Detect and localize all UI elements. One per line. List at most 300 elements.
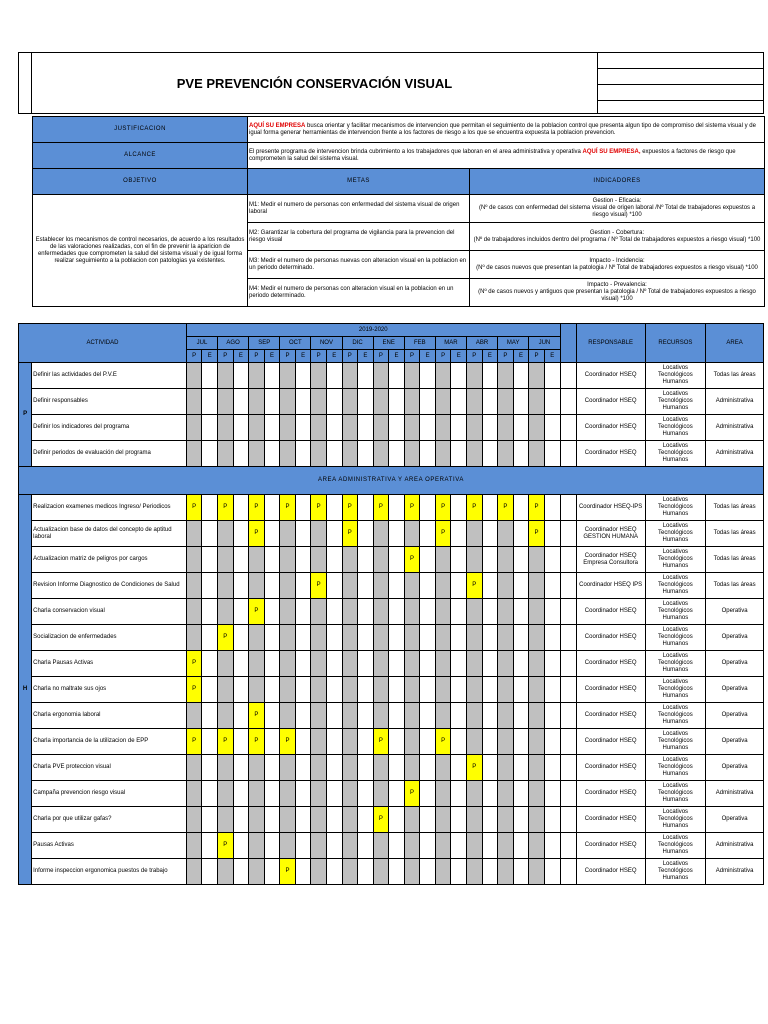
planned-cell xyxy=(249,625,265,651)
recursos-cell: Locativos Tecnológicos Humanos xyxy=(645,677,706,703)
executed-cell xyxy=(513,573,529,599)
executed-header: E xyxy=(420,350,436,363)
planned-cell xyxy=(342,415,358,441)
recursos-cell: Locativos Tecnológicos Humanos xyxy=(645,363,706,389)
spacer-cell xyxy=(560,441,576,467)
planned-mark: P xyxy=(280,859,296,885)
activity-name: Campaña prevencion riesgo visual xyxy=(32,781,187,807)
planned-cell xyxy=(404,389,420,415)
activity-name: Charla Pausas Activas xyxy=(32,651,187,677)
planned-cell xyxy=(186,389,202,415)
planned-mark: P xyxy=(404,781,420,807)
executed-cell xyxy=(544,521,560,547)
planned-cell xyxy=(373,781,389,807)
executed-cell xyxy=(389,677,405,703)
planned-cell xyxy=(186,547,202,573)
planned-cell xyxy=(218,363,234,389)
executed-cell xyxy=(264,573,280,599)
planned-cell xyxy=(311,677,327,703)
planned-cell xyxy=(404,521,420,547)
executed-header: E xyxy=(544,350,560,363)
executed-cell xyxy=(264,703,280,729)
executed-cell xyxy=(389,495,405,521)
planned-cell xyxy=(498,781,514,807)
meta-item: M1: Medir el numero de personas con enfermedad del sistema visual de origen laboral xyxy=(248,195,470,223)
planned-header: P xyxy=(249,350,265,363)
spacer-cell xyxy=(560,755,576,781)
executed-cell xyxy=(358,807,374,833)
executed-cell xyxy=(420,415,436,441)
logo-placeholder xyxy=(18,52,32,114)
planned-mark: P xyxy=(218,833,234,859)
section-header: AREA ADMINISTRATIVA Y AREA OPERATIVA xyxy=(19,467,764,495)
executed-header: E xyxy=(513,350,529,363)
planned-cell xyxy=(311,521,327,547)
planned-cell xyxy=(186,755,202,781)
executed-header: E xyxy=(389,350,405,363)
planned-cell xyxy=(373,651,389,677)
planned-cell xyxy=(404,833,420,859)
planned-cell xyxy=(218,389,234,415)
executed-cell xyxy=(389,833,405,859)
executed-cell xyxy=(295,599,311,625)
planned-mark: P xyxy=(186,677,202,703)
executed-cell xyxy=(544,363,560,389)
planned-cell xyxy=(404,729,420,755)
executed-cell xyxy=(389,599,405,625)
planned-mark: P xyxy=(498,495,514,521)
recursos-cell: Locativos Tecnológicos Humanos xyxy=(645,833,706,859)
executed-cell xyxy=(326,599,342,625)
planned-mark: P xyxy=(186,729,202,755)
executed-cell xyxy=(264,441,280,467)
planned-cell xyxy=(280,363,296,389)
executed-cell xyxy=(513,521,529,547)
executed-cell xyxy=(389,415,405,441)
month-header: DIC xyxy=(342,337,373,350)
executed-cell xyxy=(482,859,498,885)
executed-cell xyxy=(544,441,560,467)
planned-cell xyxy=(467,625,483,651)
executed-cell xyxy=(513,677,529,703)
metas-label: METAS xyxy=(248,169,470,195)
executed-cell xyxy=(358,625,374,651)
planned-cell xyxy=(280,573,296,599)
month-header: AGO xyxy=(218,337,249,350)
planned-cell xyxy=(435,573,451,599)
planned-cell xyxy=(373,599,389,625)
executed-cell xyxy=(451,547,467,573)
executed-cell xyxy=(202,833,218,859)
executed-cell xyxy=(264,651,280,677)
executed-cell xyxy=(295,441,311,467)
planned-cell xyxy=(435,547,451,573)
executed-cell xyxy=(233,625,249,651)
executed-cell xyxy=(544,729,560,755)
executed-cell xyxy=(389,441,405,467)
planned-cell xyxy=(467,859,483,885)
executed-cell xyxy=(451,625,467,651)
executed-cell xyxy=(326,441,342,467)
planned-cell xyxy=(218,521,234,547)
actividad-header: ACTIVIDAD xyxy=(19,324,187,363)
planned-cell xyxy=(342,859,358,885)
responsable-cell: Coordinador HSEQ-IPS xyxy=(576,495,645,521)
planned-header: P xyxy=(404,350,420,363)
executed-cell xyxy=(233,547,249,573)
executed-cell xyxy=(544,547,560,573)
executed-cell xyxy=(389,547,405,573)
planned-header: P xyxy=(342,350,358,363)
planned-cell xyxy=(498,651,514,677)
executed-cell xyxy=(513,859,529,885)
planned-cell xyxy=(342,651,358,677)
executed-cell xyxy=(264,781,280,807)
meta-item: M2: Garantizar la cobertura del programa de vigilancia para la prevencion del riesgo visual xyxy=(248,223,470,251)
planned-cell xyxy=(404,441,420,467)
month-header: NOV xyxy=(311,337,342,350)
planned-cell xyxy=(311,755,327,781)
planned-header: P xyxy=(373,350,389,363)
planned-cell xyxy=(280,755,296,781)
planned-cell xyxy=(311,651,327,677)
spacer-cell xyxy=(560,495,576,521)
planned-cell xyxy=(529,415,545,441)
planned-cell xyxy=(342,807,358,833)
spacer-cell xyxy=(560,677,576,703)
planned-mark: P xyxy=(311,573,327,599)
planned-cell xyxy=(373,441,389,467)
planned-cell xyxy=(186,781,202,807)
planned-mark: P xyxy=(218,495,234,521)
planned-cell xyxy=(404,573,420,599)
executed-cell xyxy=(451,599,467,625)
planned-cell xyxy=(373,755,389,781)
period-header: 2019-2020 xyxy=(186,324,560,337)
planned-mark: P xyxy=(373,495,389,521)
executed-cell xyxy=(233,363,249,389)
planned-cell xyxy=(186,859,202,885)
area-cell: Administrativa xyxy=(706,389,764,415)
planned-cell xyxy=(280,625,296,651)
executed-cell xyxy=(326,547,342,573)
planned-cell xyxy=(280,651,296,677)
planned-mark: P xyxy=(218,625,234,651)
page-title: PVE PREVENCIÓN CONSERVACIÓN VISUAL xyxy=(176,75,453,91)
executed-cell xyxy=(389,755,405,781)
executed-cell xyxy=(326,651,342,677)
executed-cell xyxy=(233,389,249,415)
executed-cell xyxy=(420,677,436,703)
planned-cell xyxy=(218,441,234,467)
executed-cell xyxy=(451,781,467,807)
executed-cell xyxy=(544,389,560,415)
planned-cell xyxy=(280,781,296,807)
executed-cell xyxy=(451,729,467,755)
executed-cell xyxy=(358,389,374,415)
planned-cell xyxy=(249,859,265,885)
executed-cell xyxy=(482,755,498,781)
planned-cell xyxy=(435,599,451,625)
executed-cell xyxy=(482,651,498,677)
executed-cell xyxy=(326,389,342,415)
planned-cell xyxy=(404,755,420,781)
executed-cell xyxy=(482,807,498,833)
planned-cell xyxy=(467,729,483,755)
month-header: JUN xyxy=(529,337,560,350)
planned-cell xyxy=(529,547,545,573)
recursos-cell: Locativos Tecnológicos Humanos xyxy=(645,807,706,833)
activity-name: Charla PVE proteccion visual xyxy=(32,755,187,781)
spacer-cell xyxy=(560,807,576,833)
spacer-cell xyxy=(560,389,576,415)
executed-cell xyxy=(295,363,311,389)
indicador-item xyxy=(470,223,765,251)
planned-cell xyxy=(311,363,327,389)
executed-cell xyxy=(513,729,529,755)
justificacion-body: busca orientar y facilitar mecanismos de intervencion que permitan el seguimiento de la poblacion control que presenta algun tipo de compromiso del sistema visual y de igual forma generar herramientas de intervencion frente a los factores de riesgo a los que se encuentra expuesta la poblacion prevencion. xyxy=(249,122,756,136)
planned-mark: P xyxy=(280,495,296,521)
executed-cell xyxy=(513,651,529,677)
planned-cell xyxy=(311,833,327,859)
responsable-cell: Coordinador HSEQ xyxy=(576,755,645,781)
control-line xyxy=(598,53,763,69)
planned-cell xyxy=(467,807,483,833)
spacer-cell xyxy=(560,781,576,807)
planned-cell xyxy=(529,729,545,755)
recursos-cell: Locativos Tecnológicos Humanos xyxy=(645,389,706,415)
executed-cell xyxy=(295,859,311,885)
activity-name: Actualizacion matriz de peligros por cargos xyxy=(32,547,187,573)
executed-cell xyxy=(202,363,218,389)
month-header: ABR xyxy=(467,337,498,350)
responsable-cell: Coordinador HSEQ xyxy=(576,729,645,755)
executed-cell xyxy=(513,703,529,729)
executed-cell xyxy=(233,441,249,467)
planned-cell xyxy=(218,703,234,729)
planned-cell xyxy=(498,441,514,467)
executed-cell xyxy=(451,703,467,729)
planned-cell xyxy=(404,415,420,441)
activity-name: Socializacion de enfermedades xyxy=(32,625,187,651)
planned-cell xyxy=(373,573,389,599)
planned-cell xyxy=(435,363,451,389)
executed-cell xyxy=(295,495,311,521)
planned-cell xyxy=(467,547,483,573)
executed-cell xyxy=(264,599,280,625)
executed-cell xyxy=(513,807,529,833)
meta-item: M3: Medir el numero de personas nuevas con alteracion visual en la poblacion en un periodo determinado. xyxy=(248,251,470,279)
executed-cell xyxy=(420,703,436,729)
executed-cell xyxy=(202,415,218,441)
executed-cell xyxy=(202,807,218,833)
planned-cell xyxy=(186,441,202,467)
planned-cell xyxy=(435,415,451,441)
executed-cell xyxy=(233,859,249,885)
planned-cell xyxy=(467,521,483,547)
executed-cell xyxy=(482,441,498,467)
month-header: MAR xyxy=(435,337,466,350)
title-box xyxy=(31,52,598,114)
responsable-cell: Coordinador HSEQ xyxy=(576,599,645,625)
planned-cell xyxy=(218,651,234,677)
executed-cell xyxy=(451,521,467,547)
executed-cell xyxy=(326,807,342,833)
executed-cell xyxy=(233,755,249,781)
area-cell: Todas las áreas xyxy=(706,547,764,573)
planned-cell xyxy=(435,389,451,415)
planned-cell xyxy=(280,415,296,441)
planned-cell xyxy=(498,547,514,573)
planned-cell xyxy=(218,807,234,833)
executed-cell xyxy=(202,599,218,625)
executed-cell xyxy=(420,441,436,467)
planned-cell xyxy=(218,781,234,807)
planned-cell xyxy=(498,389,514,415)
planned-cell xyxy=(373,703,389,729)
executed-cell xyxy=(295,521,311,547)
executed-cell xyxy=(389,389,405,415)
planned-cell xyxy=(311,389,327,415)
executed-cell xyxy=(295,389,311,415)
indicador-head: Gestion - Eficacia: xyxy=(592,198,642,204)
executed-cell xyxy=(326,833,342,859)
recursos-cell: Locativos Tecnológicos Humanos xyxy=(645,781,706,807)
executed-cell xyxy=(513,415,529,441)
planned-mark: P xyxy=(467,573,483,599)
planned-cell xyxy=(249,415,265,441)
activity-name: Charla importancia de la utilizacion de EPP xyxy=(32,729,187,755)
month-header: OCT xyxy=(280,337,311,350)
area-cell: Administrativa xyxy=(706,441,764,467)
area-cell: Operativa xyxy=(706,703,764,729)
planned-cell xyxy=(249,833,265,859)
planned-cell xyxy=(435,859,451,885)
executed-cell xyxy=(202,703,218,729)
executed-cell xyxy=(544,755,560,781)
executed-cell xyxy=(420,859,436,885)
month-header: ENE xyxy=(373,337,404,350)
executed-cell xyxy=(389,521,405,547)
executed-cell xyxy=(264,625,280,651)
executed-cell xyxy=(326,859,342,885)
executed-cell xyxy=(482,729,498,755)
executed-cell xyxy=(202,625,218,651)
planned-cell xyxy=(498,859,514,885)
executed-cell xyxy=(326,495,342,521)
executed-cell xyxy=(389,807,405,833)
responsable-cell: Coordinador HSEQ xyxy=(576,781,645,807)
executed-cell xyxy=(420,599,436,625)
planned-mark: P xyxy=(435,729,451,755)
area-cell: Todas las áreas xyxy=(706,495,764,521)
executed-cell xyxy=(326,729,342,755)
planned-cell xyxy=(186,625,202,651)
area-header: AREA xyxy=(706,324,764,363)
executed-header: E xyxy=(482,350,498,363)
planned-header: P xyxy=(311,350,327,363)
executed-cell xyxy=(513,781,529,807)
executed-cell xyxy=(202,521,218,547)
planned-mark: P xyxy=(218,729,234,755)
executed-cell xyxy=(420,363,436,389)
executed-cell xyxy=(389,729,405,755)
planned-cell xyxy=(529,573,545,599)
planned-mark: P xyxy=(404,495,420,521)
executed-cell xyxy=(358,599,374,625)
activity-name: Definir los indicadores del programa xyxy=(32,415,187,441)
activity-name: Revision Informe Diagnostico de Condiciones de Salud xyxy=(32,573,187,599)
executed-cell xyxy=(389,651,405,677)
planned-cell xyxy=(280,521,296,547)
executed-cell xyxy=(420,755,436,781)
document-control-box xyxy=(597,52,764,114)
planned-cell xyxy=(529,833,545,859)
spacer-cell xyxy=(560,625,576,651)
activity-name: Definir responsables xyxy=(32,389,187,415)
spacer-cell xyxy=(560,363,576,389)
executed-cell xyxy=(264,389,280,415)
executed-cell xyxy=(389,859,405,885)
planned-cell xyxy=(280,833,296,859)
executed-cell xyxy=(202,495,218,521)
responsable-cell: Coordinador HSEQ xyxy=(576,703,645,729)
spacer-cell xyxy=(560,833,576,859)
phase-letter: H xyxy=(19,495,32,885)
executed-cell xyxy=(451,389,467,415)
activity-name: Charla no maltrate sus ojos xyxy=(32,677,187,703)
executed-cell xyxy=(544,807,560,833)
planned-cell xyxy=(498,807,514,833)
executed-cell xyxy=(482,599,498,625)
executed-header: E xyxy=(295,350,311,363)
responsable-cell: Coordinador HSEQ Empresa Consultora xyxy=(576,547,645,573)
responsable-cell: Coordinador HSEQ GESTION HUMANA xyxy=(576,521,645,547)
executed-cell xyxy=(233,729,249,755)
executed-cell xyxy=(451,859,467,885)
planned-mark: P xyxy=(373,807,389,833)
executed-cell xyxy=(264,859,280,885)
planned-cell xyxy=(529,363,545,389)
recursos-cell: Locativos Tecnológicos Humanos xyxy=(645,415,706,441)
executed-cell xyxy=(389,363,405,389)
planned-cell xyxy=(498,573,514,599)
planned-cell xyxy=(373,363,389,389)
planned-cell xyxy=(404,703,420,729)
executed-cell xyxy=(358,833,374,859)
executed-cell xyxy=(202,755,218,781)
planned-cell xyxy=(529,677,545,703)
planned-cell xyxy=(498,729,514,755)
executed-cell xyxy=(420,833,436,859)
executed-cell xyxy=(513,755,529,781)
executed-cell xyxy=(358,651,374,677)
executed-cell xyxy=(544,859,560,885)
executed-cell xyxy=(358,573,374,599)
planned-cell xyxy=(311,807,327,833)
executed-cell xyxy=(358,677,374,703)
executed-cell xyxy=(264,363,280,389)
activity-name: Definir las actividades del P.V.E xyxy=(32,363,187,389)
spacer-cell xyxy=(560,703,576,729)
planned-cell xyxy=(249,363,265,389)
activity-name: Actualizacion base de datos del concepto de aptitud laboral xyxy=(32,521,187,547)
indicador-head: Impacto - Incidencia: xyxy=(589,257,645,264)
executed-cell xyxy=(420,495,436,521)
planned-cell xyxy=(467,833,483,859)
executed-cell xyxy=(202,859,218,885)
indicador-head: Gestion - Cobertura: xyxy=(589,229,645,236)
